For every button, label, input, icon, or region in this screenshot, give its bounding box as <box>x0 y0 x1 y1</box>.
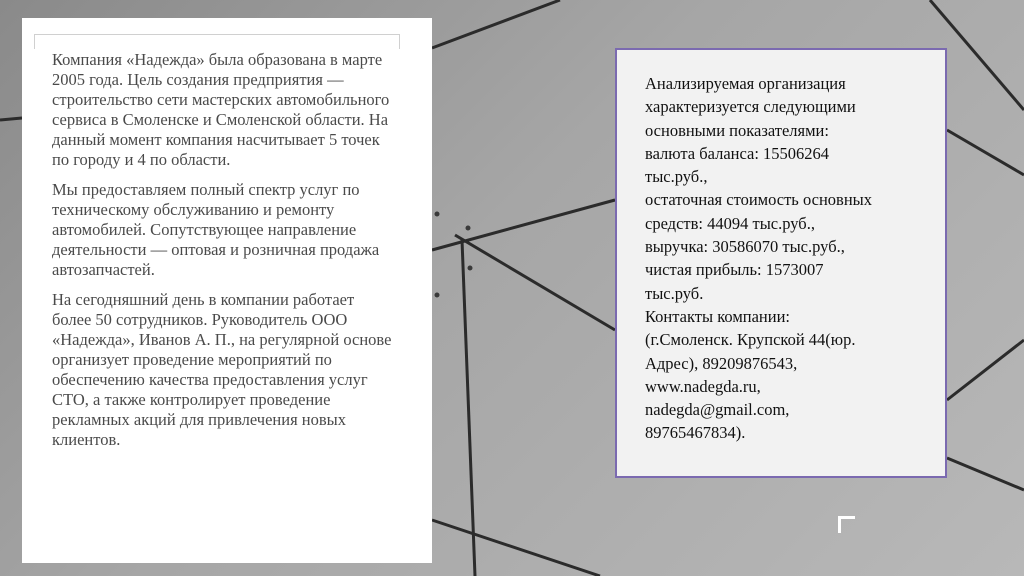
panel-top-rule <box>34 34 400 49</box>
paragraph-staff: На сегодняшний день в компании работает более 50 сотрудников. Руководитель ООО «Надежда», Иванов А. П., на регулярной основе организует проведение мероприятий по обеспечению качества предоставления услуг СТО, а также контролирует проведение рекламных акций для привлечения новых клиентов. <box>52 290 392 449</box>
company-description-panel <box>22 18 432 563</box>
indicators-line: характеризуется следующими <box>645 97 856 117</box>
profit-unit-line: тыс.руб. <box>645 283 704 303</box>
balance-unit-line: тыс.руб., <box>645 167 708 187</box>
contacts-email-line: nadegda@gmail.com, <box>645 400 790 420</box>
assets-value-line: средств: 44094 тыс.руб., <box>645 213 815 233</box>
corner-bracket-icon <box>838 516 855 533</box>
balance-line: валюта баланса: 15506264 <box>645 143 830 163</box>
indicators-line: Анализируемая организация <box>645 74 846 93</box>
paragraph-history: Компания «Надежда» была образована в марте 2005 года. Цель создания предприятия — строительство сети мастерских автомобильного сервиса в Смоленске и Смоленской области. На данный момент компания насчитывает 5 точек по городу и 4 по области. <box>52 50 390 169</box>
indicators-line: основными показателями: <box>645 120 829 140</box>
contacts-phone2-line: 89765467834). <box>645 423 746 443</box>
paragraph-services: Мы предоставляем полный спектр услуг по техническому обслуживанию и ремонту автомобилей. Сопутствующее направление деятельности — оптовая и розничная продажа автозапчастей. <box>52 180 380 279</box>
contacts-phone-line: Адрес), 89209876543, <box>645 353 798 373</box>
contacts-address-line: (г.Смоленск. Крупской 44(юр. <box>645 330 856 350</box>
company-indicators-panel <box>615 48 947 478</box>
contacts-heading: Контакты компании: <box>645 306 791 326</box>
company-description-text <box>52 50 392 460</box>
company-indicators-text <box>645 72 925 445</box>
contacts-website-line: www.nadegda.ru, <box>645 376 761 396</box>
profit-line: чистая прибыль: 1573007 <box>645 260 824 280</box>
revenue-line: выручка: 30586070 тыс.руб., <box>645 237 845 257</box>
assets-line: остаточная стоимость основных <box>645 190 872 210</box>
